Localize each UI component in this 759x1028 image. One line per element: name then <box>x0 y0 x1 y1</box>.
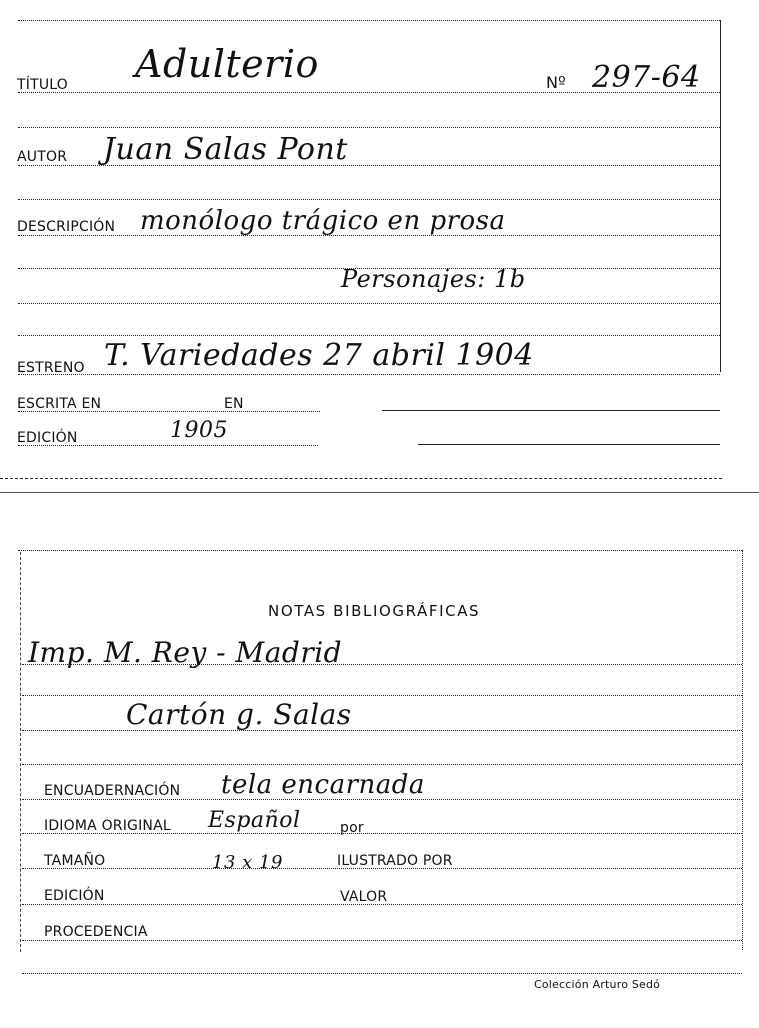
row-line <box>18 127 720 128</box>
titulo-value: Adulterio <box>135 42 319 86</box>
row-line <box>22 940 742 941</box>
edicion-value: 1905 <box>170 418 228 443</box>
row-line <box>22 730 742 731</box>
row-line <box>18 303 720 304</box>
estreno-value: T. Variedades 27 abril 1904 <box>104 338 534 373</box>
en-line <box>382 410 720 411</box>
card-right-border <box>720 20 721 372</box>
escrita-en-label: ESCRITA EN <box>17 396 102 412</box>
idioma-value: Español <box>208 808 301 833</box>
procedencia-label: PROCEDENCIA <box>44 924 148 940</box>
row-line <box>22 664 742 665</box>
edicion-line <box>18 445 318 446</box>
row-line <box>22 695 742 696</box>
row-line <box>22 904 742 905</box>
row-line <box>22 764 742 765</box>
personajes-value: Personajes: 1b <box>341 265 526 293</box>
row-line <box>18 92 720 93</box>
valor-label: VALOR <box>340 889 388 905</box>
catalog-card-bottom <box>0 540 759 1028</box>
card-bottom-border <box>0 478 722 479</box>
numero-label: Nº <box>546 73 566 92</box>
row-line <box>22 868 742 869</box>
autor-label: AUTOR <box>17 149 68 165</box>
catalog-card-top <box>0 0 759 495</box>
coleccion-label: Colección Arturo Sedó <box>534 978 661 991</box>
card-separator <box>0 492 759 493</box>
edicion-label: EDICIÓN <box>17 430 78 446</box>
notas-heading: NOTAS BIBLIOGRÁFICAS <box>268 602 481 620</box>
idioma-label: IDIOMA ORIGINAL <box>44 818 171 834</box>
escrita-en-line <box>18 411 320 412</box>
card-top-border <box>18 550 742 551</box>
titulo-label: TÍTULO <box>17 77 68 93</box>
card-bottom-border <box>22 973 742 974</box>
autor-value: Juan Salas Pont <box>103 132 348 167</box>
row-line <box>22 833 742 834</box>
card-left-border <box>20 552 21 952</box>
descripcion-value: monólogo trágico en prosa <box>140 206 506 236</box>
encuadernacion-value: tela encarnada <box>221 770 425 800</box>
por-label: por <box>340 820 364 836</box>
tamano-label: TAMAÑO <box>44 853 106 869</box>
numero-value: 297-64 <box>592 60 701 95</box>
estreno-label: ESTRENO <box>17 360 85 376</box>
row-line <box>18 235 720 236</box>
descripcion-label: DESCRIPCIÓN <box>17 219 116 235</box>
encuadernacion-label: ENCUADERNACIÓN <box>44 783 181 799</box>
en-label: EN <box>224 396 244 412</box>
tamano-value: 13 x 19 <box>212 852 283 873</box>
row-line <box>18 374 720 375</box>
ilustrado-label: ILUSTRADO POR <box>337 853 453 869</box>
row-line <box>18 335 720 336</box>
row-line <box>18 199 720 200</box>
note-line-1: Imp. M. Rey - Madrid <box>28 636 343 669</box>
card-right-border <box>742 550 743 950</box>
row-line <box>22 799 742 800</box>
row-line <box>18 165 720 166</box>
edicion2-label: EDICIÓN <box>44 888 105 904</box>
edicion-line-right <box>418 444 720 445</box>
note-line-2: Cartón g. Salas <box>126 698 352 731</box>
card-top-border <box>18 20 720 21</box>
